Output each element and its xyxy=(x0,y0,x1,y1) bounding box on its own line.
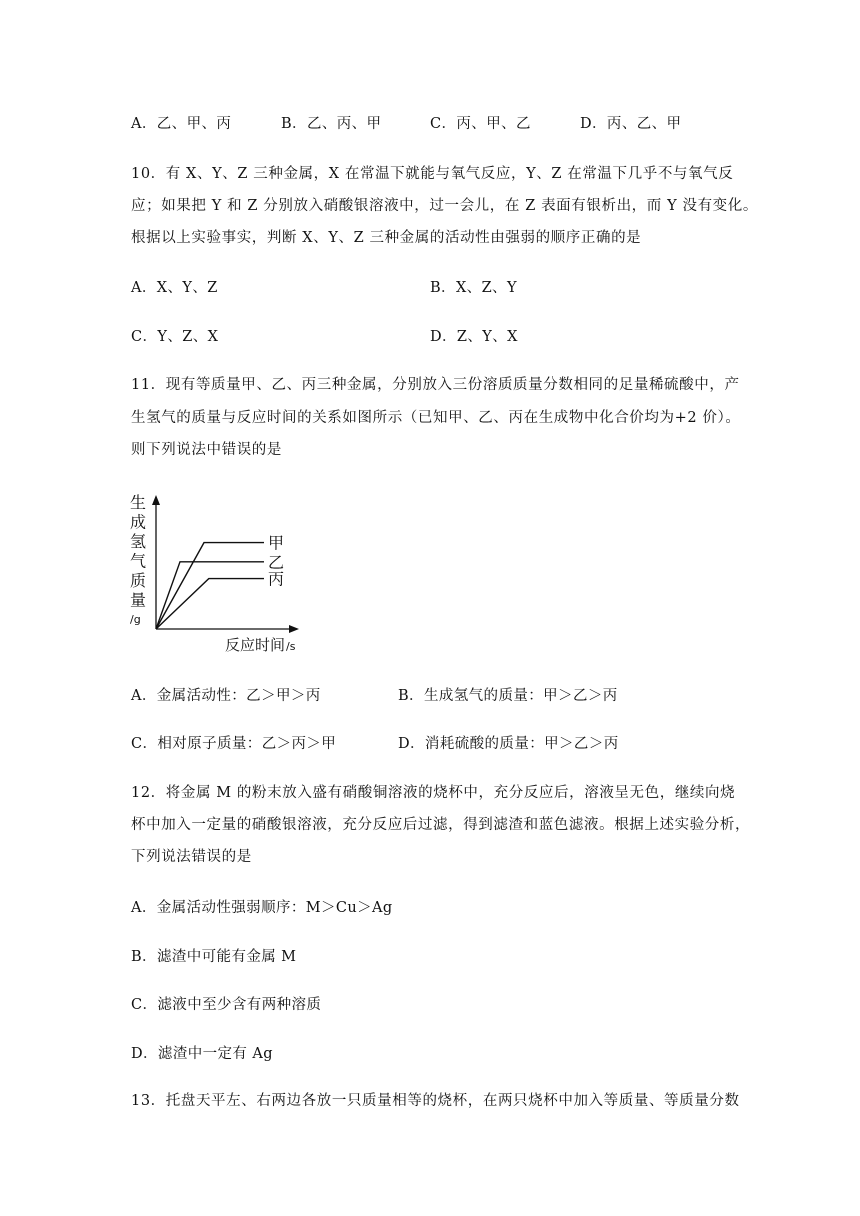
series-label-3: 丙 xyxy=(268,569,285,589)
series-line-2 xyxy=(156,562,264,629)
y-axis-label-char: 气 xyxy=(130,551,147,571)
q11-option-d: D．消耗硫酸的质量：甲＞乙＞丙 xyxy=(398,736,619,752)
q11-option-b: B．生成氢气的质量：甲＞乙＞丙 xyxy=(398,688,618,704)
q12-line-1: 12．将金属 M 的粉末放入盛有硝酸铜溶液的烧杯中，充分反应后，溶液呈无色，继续向烧 xyxy=(131,785,736,801)
q9-option-b: B．乙、丙、甲 xyxy=(281,116,382,132)
q9-option-a: A．乙、甲、丙 xyxy=(131,116,232,132)
q11-line-3: 则下列说法中错误的是 xyxy=(131,442,282,458)
q12-option-a: A．金属活动性强弱顺序：M＞Cu＞Ag xyxy=(131,900,393,916)
series-line-1 xyxy=(156,543,264,629)
series-label-1: 甲 xyxy=(268,533,285,553)
y-axis-arrow-icon xyxy=(152,495,160,505)
q12-option-d: D．滤渣中一定有 Ag xyxy=(131,1046,273,1062)
series-line-3 xyxy=(156,579,264,629)
x-axis-arrow-icon xyxy=(289,625,299,633)
y-axis-label-char: 成 xyxy=(130,512,147,532)
q12-line-3: 下列说法错误的是 xyxy=(131,849,252,865)
y-axis-label-char: 质 xyxy=(130,571,147,590)
q10-line-1: 10．有 X、Y、Z 三种金属，X 在常温下就能与氧气反应，Y、Z 在常温下几乎不与氧气反 xyxy=(131,166,734,182)
y-axis-label-char: 氢 xyxy=(130,532,147,551)
x-axis-unit: /s xyxy=(286,640,296,653)
q12-option-c: C．滤液中至少含有两种溶质 xyxy=(131,997,322,1013)
q10-line-3: 根据以上实验事实，判断 X、Y、Z 三种金属的活动性由强弱的顺序正确的是 xyxy=(131,230,642,246)
hydrogen-mass-chart xyxy=(128,486,303,656)
series-label-2: 乙 xyxy=(268,552,285,572)
q9-option-d: D．丙、乙、甲 xyxy=(580,116,682,132)
q11-line-1: 11．现有等质量甲、乙、丙三种金属，分别放入三份溶质质量分数相同的足量稀硫酸中，产 xyxy=(131,377,740,393)
q12-line-2: 杯中加入一定量的硝酸银溶液，充分反应后过滤，得到滤渣和蓝色滤液。根据上述实验分析， xyxy=(131,817,751,833)
q10-option-c: C．Y、Z、X xyxy=(131,329,219,345)
q10-line-2: 应；如果把 Y 和 Z 分别放入硝酸银溶液中，过一会儿，在 Z 表面有银析出，而 Y 没有变化。 xyxy=(131,198,758,214)
q11-line-2: 生氢气的质量与反应时间的关系如图所示（已知甲、乙、丙在生成物中化合价均为+2 价）。 xyxy=(131,410,741,426)
q12-option-b: B．滤渣中可能有金属 M xyxy=(131,949,297,965)
y-axis-unit: /g xyxy=(130,613,141,626)
q13-line-1: 13．托盘天平左、右两边各放一只质量相等的烧杯，在两只烧杯中加入等质量、等质量分数 xyxy=(131,1093,740,1109)
q11-option-c: C．相对原子质量：乙＞丙＞甲 xyxy=(131,736,337,752)
y-axis-label-char: 量 xyxy=(130,590,147,610)
q10-option-b: B．X、Z、Y xyxy=(430,280,517,296)
q10-option-a: A．X、Y、Z xyxy=(131,280,218,296)
q11-option-a: A．金属活动性：乙＞甲＞丙 xyxy=(131,688,321,704)
q10-option-d: D．Z、Y、X xyxy=(430,329,518,345)
y-axis-label xyxy=(130,493,146,610)
y-axis-label-char: 生 xyxy=(130,493,147,512)
x-axis-label: 反应时间 xyxy=(225,636,286,654)
q9-option-c: C．丙、甲、乙 xyxy=(430,116,531,132)
